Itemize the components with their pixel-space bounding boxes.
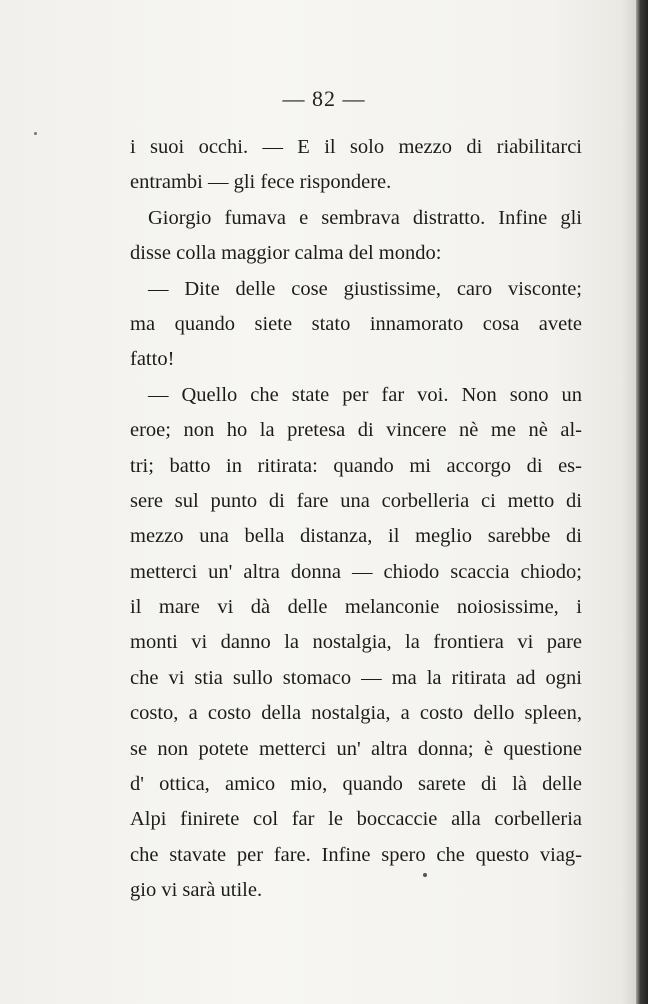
text-line: mezzo una bella distanza, il meglio sarebbe di [130, 525, 582, 548]
page-number: — 82 — [282, 86, 366, 111]
text-line: fatto! [130, 348, 175, 371]
book-spine-edge [636, 0, 648, 1004]
text-line: sere sul punto di fare una corbelleria ci metto di [130, 489, 582, 512]
text-line: disse colla maggior calma del mondo: [130, 242, 442, 265]
paper-speck [423, 873, 427, 877]
text-line: metterci un' altra donna — chiodo scaccia chiodo; [130, 560, 582, 583]
text-line: costo, a costo della nostalgia, a costo dello spleen, [130, 702, 582, 725]
text-line: monti vi danno la nostalgia, la frontiera vi pare [130, 631, 582, 654]
page-gutter-shadow [622, 0, 636, 1004]
text-line: se non potete metterci un' altra donna; è questione [130, 737, 582, 760]
text-line: i suoi occhi. — E il solo mezzo di riabilitarci [130, 136, 582, 158]
text-line: che vi stia sullo stomaco — ma la ritirata ad ogni [130, 666, 582, 689]
text-line: — Quello che state per far voi. Non sono un [148, 383, 582, 406]
text-line: Giorgio fumava e sembrava distratto. Infine gli [148, 206, 582, 229]
text-line: entrambi — gli fece rispondere. [130, 171, 392, 194]
text-line: gio vi sarà utile. [130, 879, 263, 902]
text-line: d' ottica, amico mio, quando sarete di là delle [130, 773, 582, 796]
text-line: ma quando siete stato innamorato cosa avete [130, 312, 582, 335]
text-line: tri; batto in ritirata: quando mi accorgo di es- [130, 454, 582, 477]
body-text [130, 130, 582, 909]
paper-speck [34, 132, 37, 135]
text-line: Alpi finirete col far le boccaccie alla corbelleria [130, 808, 582, 831]
text-line: eroe; non ho la pretesa di vincere nè me nè al- [130, 419, 582, 442]
text-line: che stavate per fare. Infine spero che questo viag- [130, 843, 582, 866]
text-line: il mare vi dà delle melanconie noiosissime, i [130, 596, 582, 619]
text-line: — Dite delle cose giustissime, caro visconte; [148, 277, 582, 300]
